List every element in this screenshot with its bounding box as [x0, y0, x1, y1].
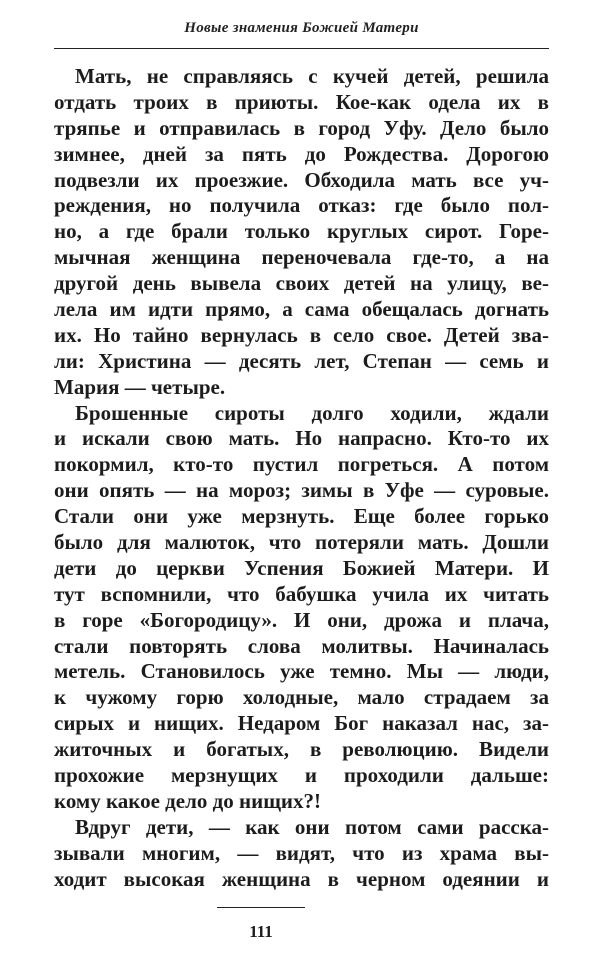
text-line: зывали многим, — видят, что из храма вы- — [54, 840, 549, 865]
text-line: прохожие мерзнущих и проходили дальше: — [54, 763, 549, 788]
page-number: 111 — [249, 922, 273, 941]
text-line: Стали они уже мерзнуть. Еще более горько — [54, 504, 549, 529]
text-line: ли: Христина — десять лет, Степан — семь и — [54, 348, 549, 373]
text-line: реждения, но получила отказ: где было пол- — [54, 193, 549, 218]
text-line: лела им идти прямо, а сама обещалась догнать — [54, 297, 549, 322]
text-line: в горе «Богородицу». И они, дрожа и плача, — [54, 607, 549, 632]
text-line: и искали свою мать. Но напрасно. Кто-то их — [54, 426, 549, 451]
footer-rule — [217, 907, 305, 908]
paragraph — [54, 64, 549, 401]
text-line: ходит высокая женщина в черном одеянии и — [54, 866, 549, 891]
text-line: кому какое дело до нищих?! — [54, 788, 322, 813]
text-line: но, а где брали только круглых сирот. Горе- — [54, 219, 549, 244]
text-line: к чужому горю холодные, мало страдаем за — [54, 685, 549, 710]
text-line: житочных и богатых, в революцию. Видели — [54, 737, 549, 762]
text-line: стали повторять слова молитвы. Начиналась — [54, 633, 549, 658]
text-line: было для малюток, что потеряли мать. Дошли — [54, 530, 549, 555]
text-line: тряпье и отправилась в город Уфу. Дело было — [54, 115, 549, 140]
text-line: метель. Становилось уже темно. Мы — люди, — [54, 659, 549, 684]
text-line: Брошенные сироты долго ходили, ждали — [75, 400, 549, 425]
text-line: отдать троих в приюты. Кое-как одела их в — [54, 89, 549, 114]
text-line: зимнее, дней за пять до Рождества. Дорогою — [54, 141, 549, 166]
text-line: подвезли их проезжие. Обходила мать все уч- — [54, 167, 549, 192]
text-line: мычная женщина переночевала где-то, а на — [54, 245, 549, 270]
text-line: Мария — четыре. — [54, 374, 226, 399]
header-rule — [54, 48, 549, 49]
body-text — [54, 64, 549, 893]
running-head: Новые знамения Божией Матери — [184, 20, 419, 36]
text-line: их. Но тайно вернулась в село свое. Детей зва- — [54, 322, 549, 347]
text-line: другой день вывела своих детей на улицу, ве- — [54, 271, 549, 296]
text-line: Вдруг дети, — как они потом сами расска- — [75, 814, 549, 839]
paragraph — [54, 401, 549, 815]
text-line: сирых и нищих. Недаром Бог наказал нас, за- — [54, 711, 549, 736]
paragraph — [54, 815, 549, 893]
text-line: они опять — на мороз; зимы в Уфе — суровые. — [54, 478, 549, 503]
text-line: тут вспомнили, что бабушка учила их читать — [54, 581, 549, 606]
text-line: дети до церкви Успения Божией Матери. И — [54, 555, 549, 580]
text-line: покормил, кто-то пустил погреться. А потом — [54, 452, 549, 477]
text-line: Мать, не справляясь с кучей детей, решила — [75, 64, 549, 88]
